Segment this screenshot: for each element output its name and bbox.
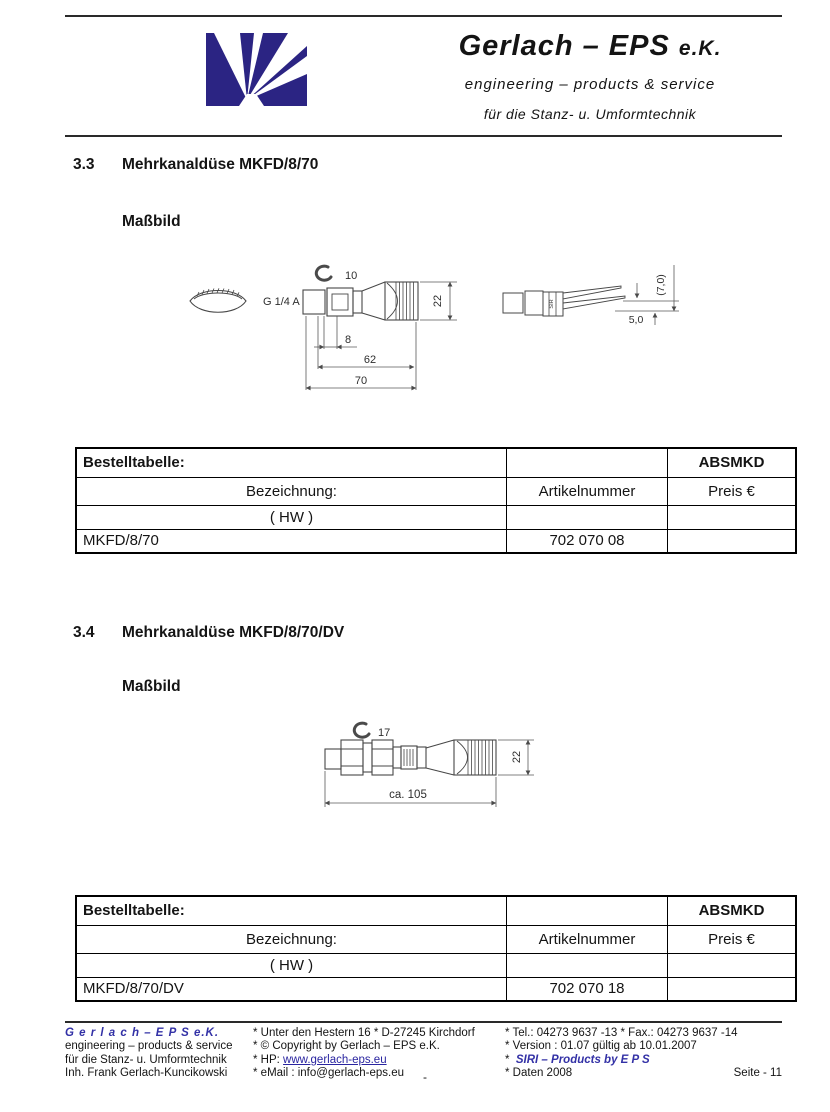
- footer-siri-line: [505, 1054, 738, 1067]
- table2-artnr: 702 070 18: [507, 977, 668, 1001]
- dimension-drawing-mkfd-8-70-dv: [318, 713, 568, 825]
- company-title: [420, 30, 760, 63]
- table2-title: Bestelltabelle:: [76, 896, 507, 925]
- company-title-main: Gerlach – EPS: [458, 30, 670, 62]
- dim-70-label: 70: [354, 375, 368, 387]
- footer-center-dash: -: [423, 1070, 427, 1084]
- table1-subrow: ( HW ): [76, 505, 507, 529]
- table1-empty-header: [507, 448, 668, 477]
- footer-company-name: G e r l a c h – E P S e.K.: [65, 1027, 220, 1039]
- table-row: [76, 448, 796, 477]
- company-subtitle-2: für die Stanz- u. Umformtechnik: [483, 106, 697, 122]
- section1-number: 3.3: [73, 156, 95, 173]
- table-row: [76, 529, 796, 553]
- footer-email: * eMail : info@gerlach-eps.eu: [253, 1067, 405, 1080]
- table1-empty-cell: [507, 505, 668, 529]
- section2-title: Mehrkanaldüse MKFD/8/70/DV: [122, 624, 345, 641]
- homepage-link[interactable]: www.gerlach-eps.eu: [283, 1053, 387, 1066]
- wrench-size-label: 17: [378, 727, 391, 739]
- footer-homepage-line: [253, 1054, 475, 1067]
- footer-siri-star: *: [505, 1053, 510, 1066]
- footer-company-line2: engineering – products & service: [65, 1040, 233, 1053]
- header-divider: [65, 135, 782, 137]
- table1-code: ABSMKD: [668, 448, 797, 477]
- company-subtitle-1: engineering – products & service: [464, 76, 716, 93]
- section1-subheading: Maßbild: [122, 213, 181, 230]
- footer-copyright: * © Copyright by Gerlach – EPS e.K.: [253, 1040, 440, 1053]
- nozzle-side-view: [303, 282, 418, 320]
- table2-empty-cell: [668, 953, 797, 977]
- table1-empty-cell: [668, 505, 797, 529]
- nozzle-side-view: [325, 740, 496, 775]
- dim-22-label: 22: [432, 294, 444, 308]
- page-number: Seite - 11: [733, 1067, 782, 1079]
- footer-address-block: [253, 1027, 475, 1081]
- footer-daten: * Daten 2008: [505, 1067, 573, 1080]
- dim-7-label: (7,0): [655, 274, 667, 296]
- table1-title: Bestelltabelle:: [76, 448, 507, 477]
- footer-company-line4: Inh. Frank Gerlach-Kuncikowski: [65, 1067, 228, 1080]
- footer-company-block: [65, 1027, 233, 1081]
- dim-22-label: 22: [511, 750, 523, 764]
- table-row: [76, 953, 796, 977]
- dim-length-label: ca. 105: [389, 789, 427, 801]
- thread-label: G 1/4 A: [263, 296, 300, 308]
- wrench-size-label: 10: [345, 270, 358, 282]
- table1-price: [668, 529, 797, 553]
- footer-tel-fax: * Tel.: 04273 9637 -13 * Fax.: 04273 9637 -14: [505, 1027, 738, 1039]
- table1-artnr: 702 070 08: [507, 529, 668, 553]
- footer-company-line3: für die Stanz- u. Umformtechnik: [65, 1053, 227, 1066]
- footer-divider: [65, 1021, 782, 1023]
- table2-empty-header: [507, 896, 668, 925]
- order-table-1: [75, 447, 797, 554]
- table2-empty-cell: [507, 953, 668, 977]
- top-view-dim-lines: [615, 265, 679, 325]
- footer-homepage-prefix: * HP:: [253, 1053, 284, 1066]
- nozzle-end-view: [190, 288, 246, 312]
- company-title-suffix: e.K.: [678, 37, 722, 60]
- order-table-2: [75, 895, 797, 1002]
- table-row: [76, 477, 796, 505]
- section1-title: Mehrkanaldüse MKFD/8/70: [122, 156, 319, 173]
- table1-col-artnr: Artikelnummer: [507, 477, 668, 505]
- wrench-icon: [316, 266, 331, 280]
- company-logo: [206, 33, 307, 106]
- table2-subrow: ( HW ): [76, 953, 507, 977]
- table2-price: [668, 977, 797, 1001]
- wrench-icon: [354, 723, 369, 737]
- dim-5-label: 5,0: [628, 314, 644, 326]
- table-row: [76, 977, 796, 1001]
- footer-address: * Unter den Hestern 16 * D-27245 Kirchdorf: [253, 1027, 475, 1039]
- table-row: [76, 896, 796, 925]
- table-row: [76, 505, 796, 529]
- nozzle-top-view: [503, 286, 625, 316]
- table1-col-name: Bezeichnung:: [76, 477, 507, 505]
- table1-col-price: Preis €: [668, 477, 797, 505]
- body-engraving: SIR: [549, 299, 555, 309]
- table2-col-artnr: Artikelnummer: [507, 925, 668, 953]
- dim-8-label: 8: [344, 334, 352, 346]
- table2-col-name: Bezeichnung:: [76, 925, 507, 953]
- footer-version: * Version : 01.07 gültig ab 10.01.2007: [505, 1040, 697, 1053]
- top-divider: [65, 15, 782, 17]
- table2-item: MKFD/8/70/DV: [76, 977, 507, 1001]
- dim-62-label: 62: [363, 354, 377, 366]
- table-row: [76, 925, 796, 953]
- section2-number: 3.4: [73, 624, 95, 641]
- table2-code: ABSMKD: [668, 896, 797, 925]
- footer-siri: SIRI – Products by E P S: [515, 1053, 650, 1066]
- section2-subheading: Maßbild: [122, 678, 181, 695]
- table1-item: MKFD/8/70: [76, 529, 507, 553]
- dimension-drawing-mkfd-8-70: [185, 255, 690, 400]
- table2-col-price: Preis €: [668, 925, 797, 953]
